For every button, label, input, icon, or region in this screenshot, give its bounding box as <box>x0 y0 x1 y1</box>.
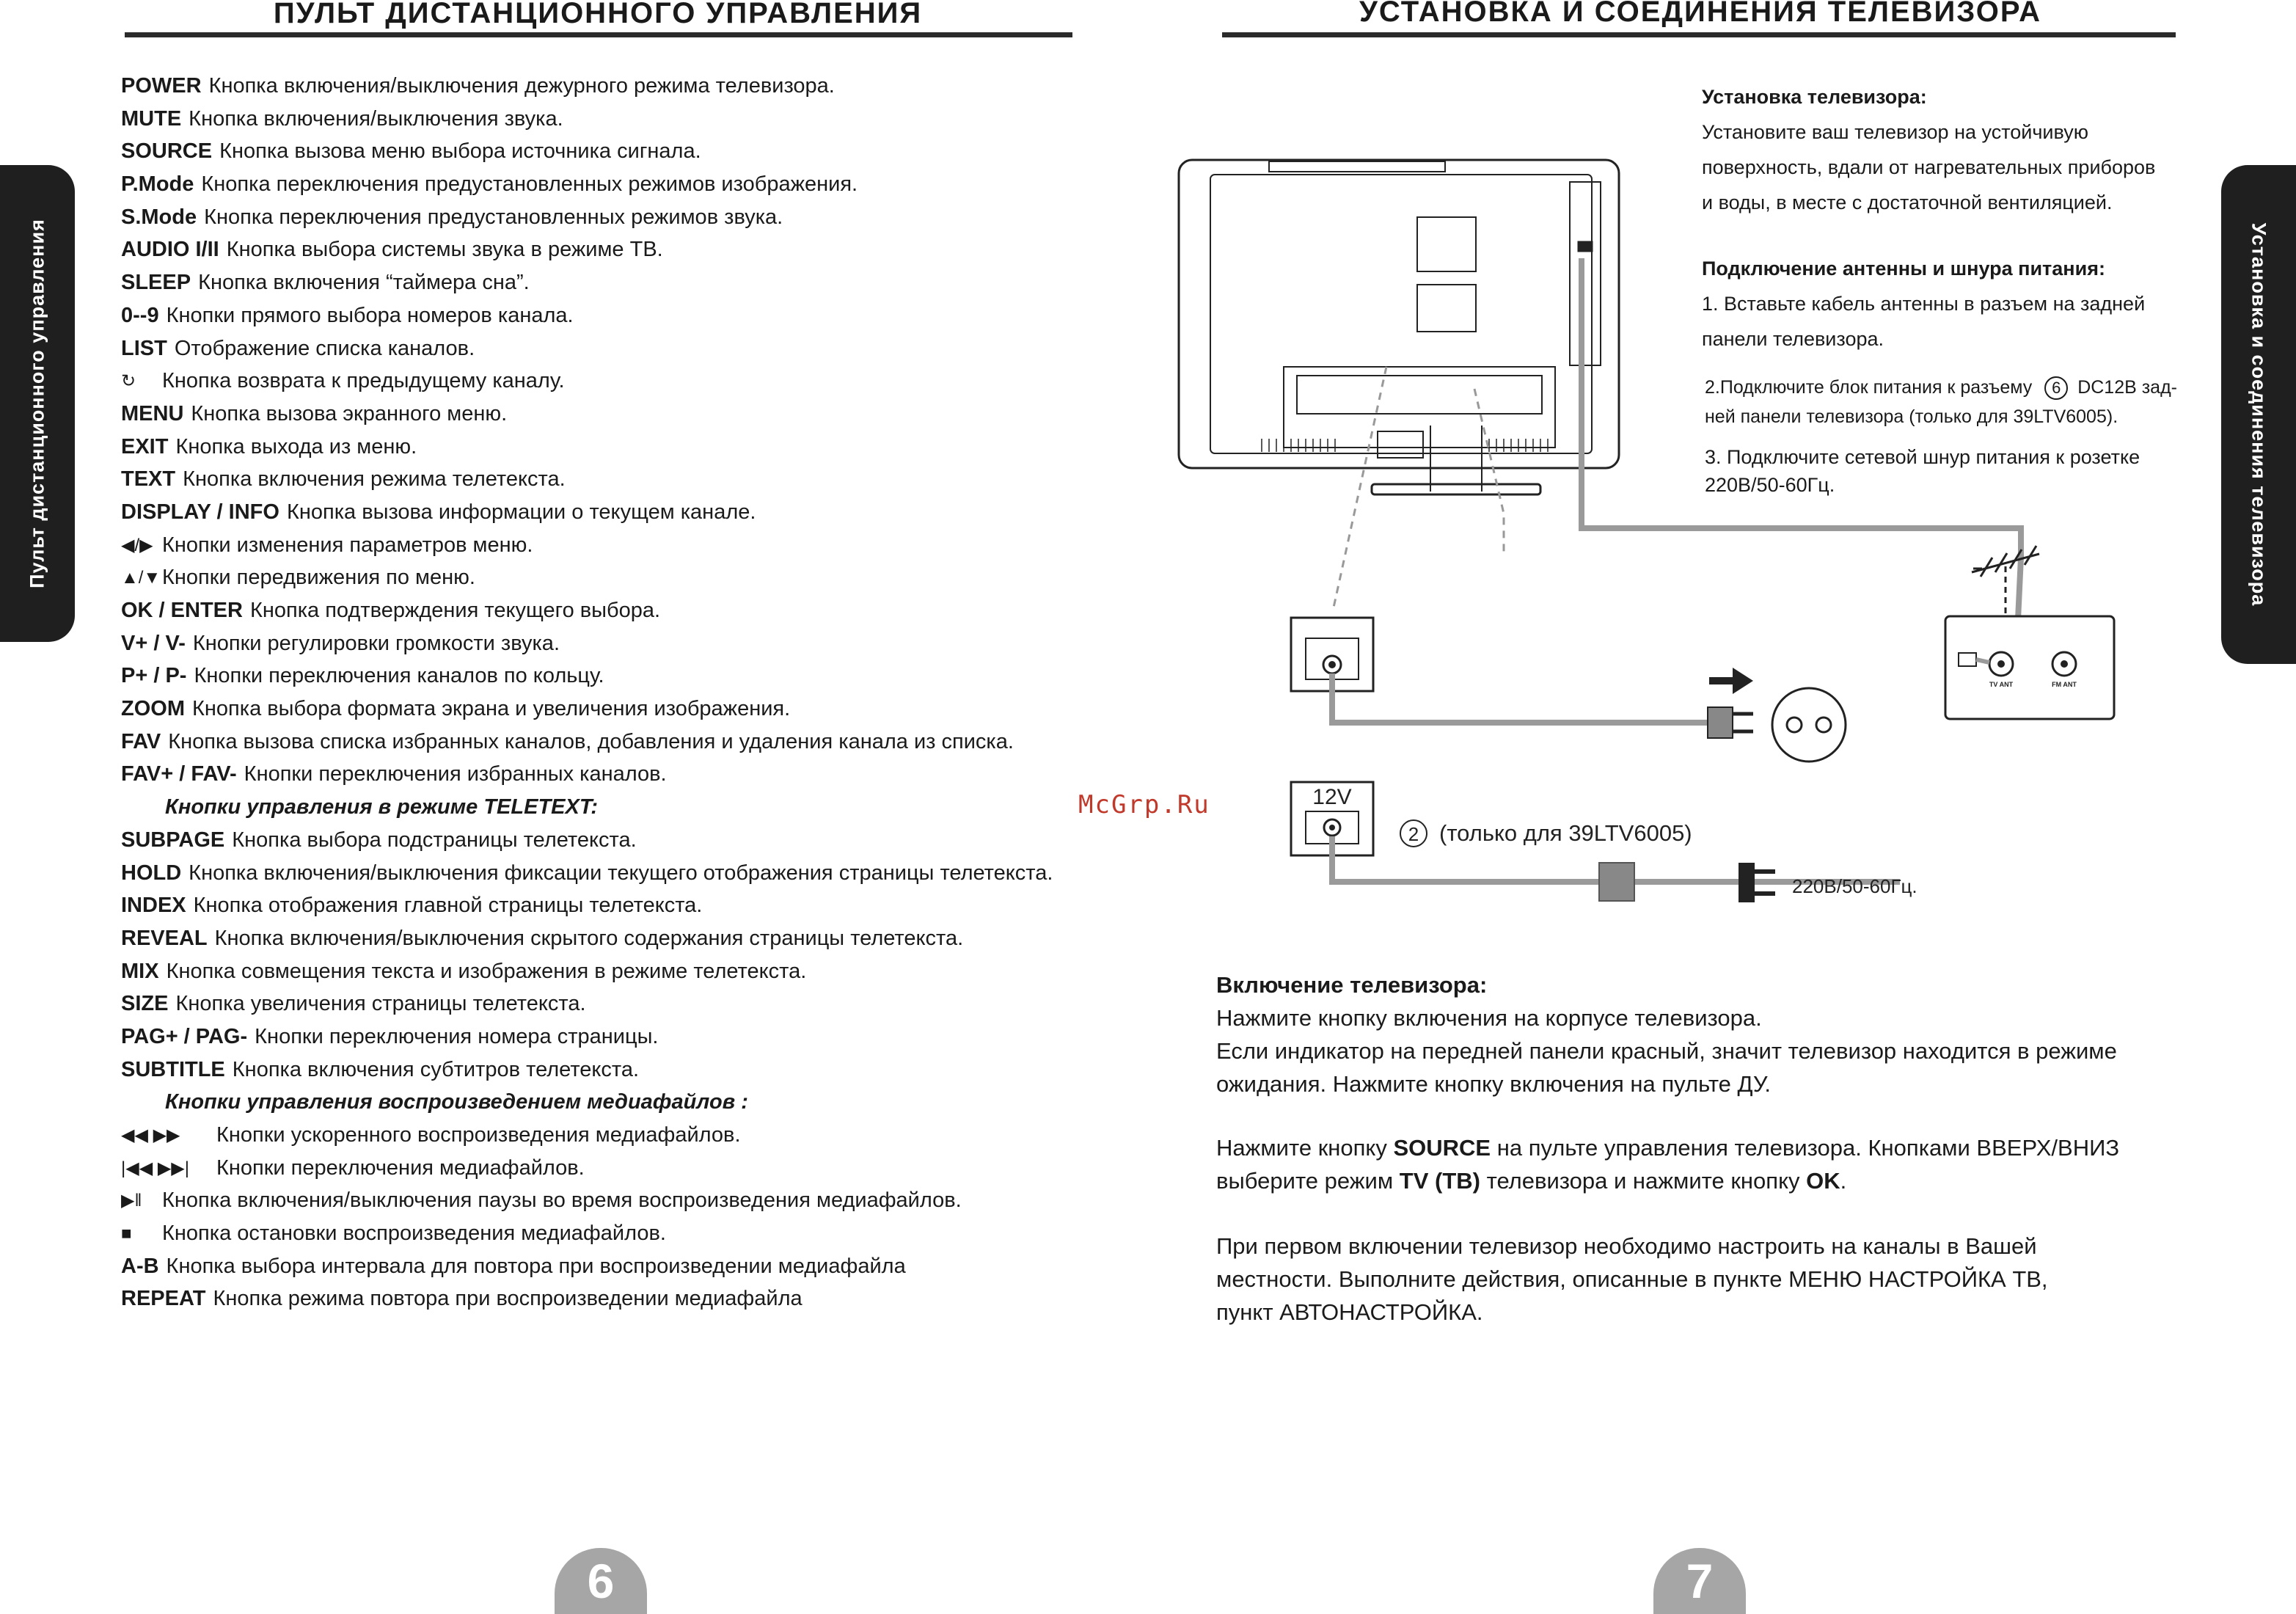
list-item <box>121 168 1170 201</box>
button-symbol-icon: ▶‖ <box>121 1191 142 1211</box>
button-key-label: SUBPAGE <box>121 828 225 852</box>
button-key-label: TEXT <box>121 467 176 492</box>
list-item <box>121 955 1170 988</box>
list-item <box>121 627 1170 660</box>
power-adapter-text: DC12В зад- <box>2077 377 2178 398</box>
button-description: Кнопки передвижения по меню. <box>162 566 475 590</box>
source-line <box>1216 1131 2119 1164</box>
list-item <box>121 1217 1170 1250</box>
mains-line: 220В/50-60Гц. <box>1705 474 1835 496</box>
insert-arrow-icon <box>1709 668 1753 694</box>
button-description: Кнопка вызова списка избранных каналов, добавления и удаления канала из списка. <box>168 729 1014 753</box>
left-page-number: 6 <box>555 1548 647 1614</box>
watermark: McGrp.Ru <box>1078 790 1210 819</box>
list-item <box>121 889 1170 922</box>
power-connector-number: 6 <box>2044 376 2068 400</box>
ok-key: OK <box>1806 1168 1840 1194</box>
antenna-line: 1. Вставьте кабель антенны в разъем на задней <box>1702 293 2146 315</box>
button-key-label: POWER <box>121 74 202 98</box>
dc12v-label: 12V <box>1312 785 1352 809</box>
button-description: Кнопка вызова информации о текущем канале. <box>286 500 756 524</box>
button-description: Кнопка совмещения текста и изображения в режиме телетекста. <box>166 959 807 983</box>
right-page-title: УСТАНОВКА И СОЕДИНЕНИЯ ТЕЛЕВИЗОРА <box>1359 0 2041 28</box>
button-symbol-icon: |◀◀ ▶▶| <box>121 1158 189 1178</box>
first-on-section <box>1216 1230 2048 1329</box>
button-key-label: INDEX <box>121 894 186 918</box>
turn-on-line: Если индикатор на передней панели красный, значит телевизор находится в режиме <box>1216 1038 2117 1064</box>
button-description: Кнопка включения “таймера сна”. <box>198 271 530 295</box>
button-description: Кнопка включения режима телетекста. <box>183 467 566 492</box>
list-item <box>121 496 1170 529</box>
button-description: Кнопка выбора подстраницы телетекста. <box>232 828 637 852</box>
button-key-label: FAV+ / FAV- <box>121 762 237 786</box>
list-item <box>121 922 1170 955</box>
button-key-label: SLEEP <box>121 271 191 295</box>
list-item <box>121 431 1170 464</box>
power-adapter-line: ней панели телевизора (только для 39LTV6005). <box>1705 406 2118 427</box>
list-item <box>121 987 1170 1020</box>
list-item <box>121 594 1170 627</box>
list-item <box>121 299 1170 332</box>
right-page-number: 7 <box>1653 1548 1746 1614</box>
list-item <box>121 233 1170 266</box>
button-key-label: LIST <box>121 336 167 360</box>
button-description: Кнопки переключения каналов по кольцу. <box>194 664 604 688</box>
antenna-wall-panel <box>1945 616 2114 719</box>
button-description: Кнопка режима повтора при воспроизведении медиафайла <box>213 1287 802 1311</box>
list-item <box>121 1152 1170 1185</box>
button-symbol-icon: ▲/▼ <box>121 568 161 588</box>
button-symbol-icon: ■ <box>121 1224 132 1244</box>
list-item <box>121 529 1170 562</box>
source-key: SOURCE <box>1393 1135 1491 1161</box>
left-title-underline <box>125 32 1072 37</box>
button-key-label: REVEAL <box>121 926 208 950</box>
antenna-line: панели телевизора. <box>1702 328 1884 350</box>
tv-mode-key: TV (ТВ) <box>1399 1168 1480 1194</box>
mains-voltage-label: 220В/50-60Гц. <box>1792 875 1917 897</box>
list-subheading: Кнопки управления в режиме TELETEXT: <box>165 795 599 819</box>
list-item <box>121 758 1170 791</box>
install-line: поверхность, вдали от нагревательных приборов <box>1702 156 2156 178</box>
button-description: Кнопка переключения предустановленных режимов звука. <box>204 205 783 229</box>
button-description: Кнопка выбора системы звука в режиме ТВ. <box>226 238 663 262</box>
button-key-label: REPEAT <box>121 1287 206 1311</box>
list-item <box>121 103 1170 136</box>
list-item <box>121 693 1170 726</box>
list-item <box>121 561 1170 594</box>
button-description: Кнопки ускоренного воспроизведения медиафайлов. <box>216 1123 741 1147</box>
button-description: Кнопка включения/выключения звука. <box>189 106 563 131</box>
button-symbol-icon: ◀◀ ▶▶ <box>121 1125 180 1145</box>
list-item <box>121 1020 1170 1054</box>
button-key-label: SOURCE <box>121 139 213 164</box>
button-symbol-icon: ↻ <box>121 371 136 392</box>
button-description: Кнопка возврата к предыдущему каналу. <box>162 369 565 393</box>
tv-ant-label: TV ANT <box>1989 681 2014 688</box>
button-description: Кнопка выбора интервала для повтора при воспроизведении медиафайла <box>166 1254 906 1278</box>
power-adapter-text: 2.Подключите блок питания к разъему <box>1705 377 2033 398</box>
source-text: телевизора и нажмите кнопку <box>1486 1168 1800 1194</box>
button-description: Кнопка остановки воспроизведения медиафайлов. <box>162 1222 666 1246</box>
button-description: Кнопка переключения предустановленных режимов изображения. <box>201 172 858 197</box>
button-description: Кнопка включения/выключения фиксации текущего отображения страницы телетекста. <box>189 861 1053 885</box>
list-item <box>121 857 1170 890</box>
button-description: Кнопки переключения номера страницы. <box>255 1024 659 1048</box>
install-heading: Установка телевизора: <box>1702 86 1927 108</box>
install-line: Установите ваш телевизор на устойчивую <box>1702 121 2089 143</box>
right-title-underline <box>1222 32 2176 37</box>
source-line <box>1216 1164 2119 1197</box>
button-key-label: FAV <box>121 729 161 753</box>
button-key-label: AUDIO I/II <box>121 238 219 262</box>
button-description: Кнопка включения/выключения паузы во время воспроизведения медиафайлов. <box>162 1188 962 1213</box>
power-cord <box>1332 673 1708 723</box>
mains-line: 3. Подключите сетевой шнур питания к розетке <box>1705 446 2140 468</box>
list-item <box>121 824 1170 857</box>
adapter-note: (только для 39LTV6005) <box>1439 820 1692 846</box>
install-line: и воды, в месте с достаточной вентиляцией. <box>1702 191 2113 213</box>
list-item <box>121 135 1170 168</box>
list-item <box>121 1282 1170 1315</box>
antenna-cable <box>1582 258 2021 635</box>
left-side-tab-label: Пульт дистанционного управления <box>26 219 48 588</box>
wall-outlet-icon <box>1772 688 1846 762</box>
button-key-label: SIZE <box>121 992 169 1016</box>
right-side-tab <box>2221 165 2296 664</box>
button-description: Кнопка вызова экранного меню. <box>191 401 508 426</box>
tv-back-illustration <box>1179 160 1619 494</box>
button-description: Отображение списка каналов. <box>174 336 475 360</box>
button-key-label: MENU <box>121 401 184 426</box>
list-item <box>121 266 1170 299</box>
list-item <box>121 1119 1170 1152</box>
source-text: . <box>1840 1168 1847 1194</box>
list-item <box>121 70 1170 103</box>
button-description: Кнопки переключения избранных каналов. <box>244 762 667 786</box>
button-key-label: 0--9 <box>121 303 159 327</box>
power-adapter-block <box>1599 863 1634 901</box>
list-item <box>121 398 1170 431</box>
list-item <box>121 1054 1170 1087</box>
left-page-title: ПУЛЬТ ДИСТАНЦИОННОГО УПРАВЛЕНИЯ <box>273 0 923 29</box>
source-text: Нажмите кнопку <box>1216 1135 1387 1161</box>
button-description: Кнопка включения/выключения скрытого содержания страницы телетекста. <box>214 926 964 950</box>
turn-on-section <box>1216 968 2117 1100</box>
button-key-label: DISPLAY / INFO <box>121 500 279 524</box>
first-on-line: пункт АВТОНАСТРОЙКА. <box>1216 1299 1483 1325</box>
antenna-heading: Подключение антенны и шнура питания: <box>1702 258 2105 280</box>
antenna-lead-dashed <box>1334 367 1386 607</box>
button-description: Кнопка выхода из меню. <box>175 434 417 459</box>
button-key-label: PAG+ / PAG- <box>121 1024 248 1048</box>
button-description: Кнопки регулировки громкости звука. <box>192 631 560 655</box>
button-description: Кнопка выбора формата экрана и увеличения изображения. <box>192 697 791 721</box>
button-key-label: S.Mode <box>121 205 197 229</box>
button-key-label: A-B <box>121 1254 159 1278</box>
tv-ant-plug <box>1959 653 1976 666</box>
button-key-label: EXIT <box>121 434 169 459</box>
button-key-label: P+ / P- <box>121 664 187 688</box>
turn-on-line: Нажмите кнопку включения на корпусе телевизора. <box>1216 1005 1762 1031</box>
first-on-line: местности. Выполните действия, описанные в пункте МЕНЮ НАСТРОЙКА ТВ, <box>1216 1266 2048 1292</box>
source-text: на пульте управления телевизора. Кнопками ВВЕРХ/ВНИЗ <box>1496 1135 2120 1161</box>
button-description: Кнопка отображения главной страницы телетекста. <box>193 894 703 918</box>
list-item <box>121 660 1170 693</box>
button-description: Кнопка вызова меню выбора источника сигнала. <box>219 139 701 164</box>
turn-on-heading: Включение телевизора: <box>1216 972 1488 998</box>
right-side-tab-label: Установка и соединения телевизора <box>2248 222 2270 607</box>
list-item <box>121 463 1170 496</box>
turn-on-line: ожидания. Нажмите кнопку включения на пульте ДУ. <box>1216 1071 1772 1097</box>
button-key-label: MUTE <box>121 106 182 131</box>
source-section <box>1216 1131 2119 1197</box>
button-description: Кнопки переключения медиафайлов. <box>216 1155 585 1180</box>
list-item <box>121 726 1170 759</box>
button-key-label: V+ / V- <box>121 631 186 655</box>
button-key-label: OK / ENTER <box>121 599 243 622</box>
button-description: Кнопка подтверждения текущего выбора. <box>249 599 661 622</box>
button-key-label: SUBTITLE <box>121 1057 225 1081</box>
power-plug-icon <box>1708 707 1753 738</box>
remote-button-list <box>121 70 1170 1315</box>
list-item <box>121 1184 1170 1217</box>
button-description: Кнопка включения субтитров телетекста. <box>232 1057 640 1081</box>
adapter-note-number-text: 2 <box>1408 823 1419 845</box>
button-key-label: ZOOM <box>121 697 185 721</box>
list-subheading: Кнопки управления воспроизведением медиафайлов : <box>165 1090 748 1114</box>
left-side-tab <box>0 165 75 642</box>
connection-diagram <box>1166 147 2135 924</box>
fm-ant-label: FM ANT <box>2052 681 2077 688</box>
source-text: выберите режим <box>1216 1168 1394 1194</box>
list-item <box>121 365 1170 398</box>
button-key-label: P.Mode <box>121 172 194 197</box>
button-key-label: MIX <box>121 959 159 983</box>
button-description: Кнопка включения/выключения дежурного режима телевизора. <box>208 74 835 98</box>
first-on-line: При первом включении телевизор необходимо настроить на каналы в Вашей <box>1216 1233 2037 1259</box>
button-key-label: HOLD <box>121 861 182 885</box>
list-item <box>121 332 1170 365</box>
list-item <box>121 1250 1170 1283</box>
button-description: Кнопка увеличения страницы телетекста. <box>175 992 586 1016</box>
list-item <box>121 201 1170 234</box>
button-description: Кнопки изменения параметров меню. <box>162 533 533 557</box>
button-symbol-icon: ◀/▶ <box>121 535 153 555</box>
button-description: Кнопки прямого выбора номеров канала. <box>166 303 574 327</box>
